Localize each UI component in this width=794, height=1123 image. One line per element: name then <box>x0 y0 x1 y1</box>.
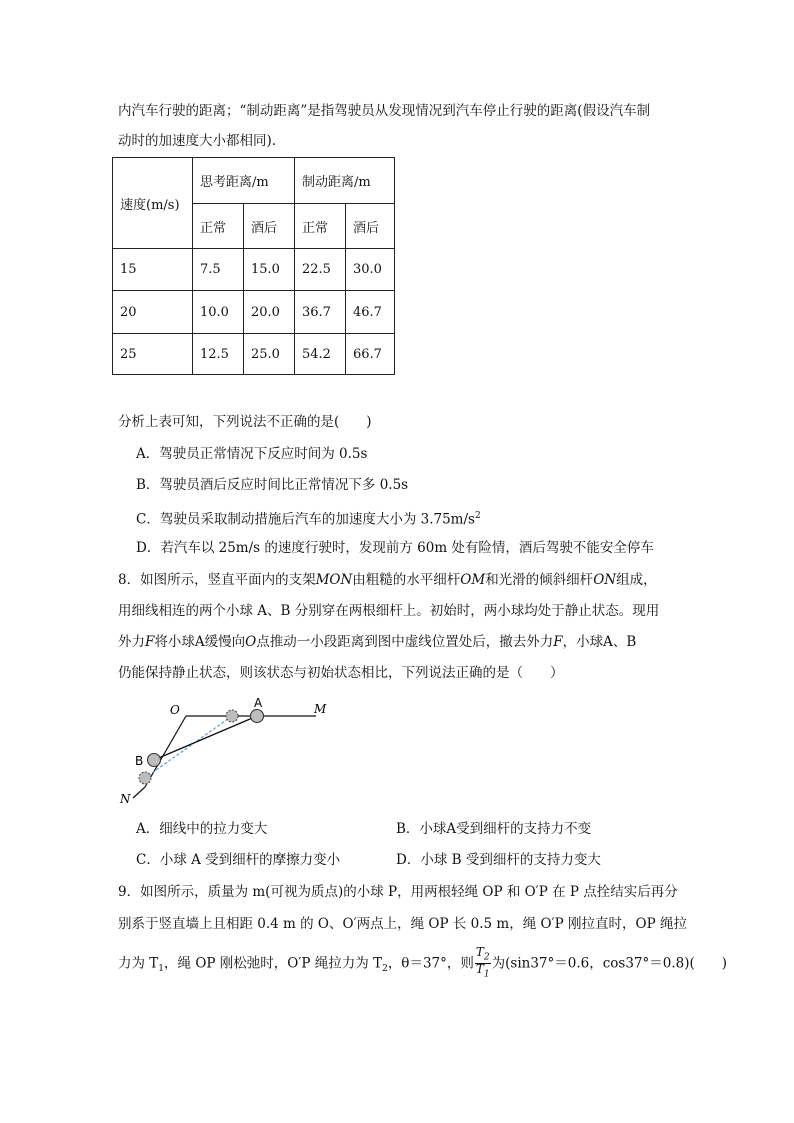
cell-brake-drunk: 46.7 <box>346 291 395 334</box>
q9-text: 为(sin37°＝0.6，cos37°＝0.8)( ) <box>491 955 728 972</box>
speed-header: 速度(m/s) <box>113 158 193 249</box>
sub-header-normal: 正常 <box>193 204 244 249</box>
ball-b-dashed <box>139 772 151 784</box>
label-m: M <box>314 702 327 716</box>
string-dashed <box>145 716 232 778</box>
q8-text: 点推动一小段距离到图中虚线位置处后，撤去外力 <box>256 634 554 650</box>
frac-den-sub: 1 <box>483 969 490 980</box>
q7-option-c <box>136 506 481 530</box>
label-b: B <box>135 754 144 768</box>
cell-think-normal: 10.0 <box>193 291 244 334</box>
q9-text: ，绳 OP 刚松弛时，O′P 绳拉力为 T <box>164 955 383 972</box>
q8-text: 由粗糙的水平细杆 <box>352 572 461 588</box>
q8-option-d: D．小球 B 受到细杆的支持力变大 <box>396 852 601 868</box>
q8-text: 和光滑的倾斜细杆 <box>485 572 594 588</box>
q8-option-c: C．小球 A 受到细杆的摩擦力变小 <box>136 852 341 868</box>
q8-line-3 <box>118 632 636 652</box>
q8-symbol-om: OM <box>460 572 486 588</box>
q8-text: 组成， <box>616 572 657 588</box>
rod-on-lower <box>133 787 145 798</box>
q9-sub: 1 <box>158 964 165 975</box>
q7-option-c-text: C．驾驶员采取制动措施后汽车的加速度大小为 3.75m/s <box>136 511 475 528</box>
cell-think-normal: 12.5 <box>193 334 244 375</box>
table-row <box>113 291 395 334</box>
q8-symbol-f: F <box>145 634 155 650</box>
q7-option-b: B．驾驶员酒后反应时间比正常情况下多 0.5s <box>136 477 409 493</box>
q9-fraction <box>475 947 491 981</box>
table-row <box>113 334 395 375</box>
q7-option-a: A．驾驶员正常情况下反应时间为 0.5s <box>136 446 368 462</box>
string-solid <box>154 716 257 760</box>
q7-option-d: D．若汽车以 25m/s 的速度行驶时，发现前方 60m 处有险情，酒后驾驶不能安全停车 <box>136 540 654 556</box>
ball-b <box>148 754 161 767</box>
q8-symbol-mon: MON <box>315 572 353 588</box>
q8-symbol-on: ON <box>593 572 617 588</box>
q8-text: 将小球A缓慢向 <box>154 634 246 650</box>
cell-speed: 15 <box>113 249 193 291</box>
q9-sub: 2 <box>382 964 388 975</box>
q8-symbol-o: O <box>245 634 257 650</box>
think-header: 思考距离/m <box>193 158 295 204</box>
q8-line-1 <box>118 570 657 590</box>
label-a: A <box>254 696 263 710</box>
q9-line-3 <box>118 947 727 982</box>
q8-text: 外力 <box>118 634 145 650</box>
q7-option-c-sup: 2 <box>474 511 481 521</box>
cell-think-normal: 7.5 <box>193 249 244 291</box>
frac-num-sub: 2 <box>483 952 490 963</box>
sub-header-drunk: 酒后 <box>244 204 295 249</box>
q8-option-a: A．细线中的拉力变大 <box>136 821 268 837</box>
frac-den: T <box>475 962 484 977</box>
ball-a-dashed <box>226 710 238 722</box>
distance-table <box>112 157 395 375</box>
label-n: N <box>120 792 131 806</box>
cell-think-drunk: 20.0 <box>244 291 295 334</box>
q7-stem: 分析上表可知，下列说法不正确的是( ) <box>118 414 372 430</box>
q9-text: 力为 T <box>118 955 159 972</box>
q8-line-2: 用细线相连的两个小球 A、B 分别穿在两根细杆上。初始时，两小球均处于静止状态。现用 <box>118 603 660 619</box>
q9-text: ，θ＝37°，则 <box>387 955 474 972</box>
cell-brake-normal: 54.2 <box>295 334 346 375</box>
q8-text: 8．如图所示，竖直平面内的支架 <box>118 572 316 588</box>
intro-line-1: 内汽车行驶的距离；“制动距离”是指驾驶员从发现情况到汽车停止行驶的距离(假设汽车制 <box>118 103 651 119</box>
sub-header-normal: 正常 <box>295 204 346 249</box>
q8-figure <box>112 692 342 810</box>
q8-symbol-f: F <box>553 634 563 650</box>
table-row <box>113 249 395 291</box>
cell-think-drunk: 25.0 <box>244 334 295 375</box>
cell-speed: 20 <box>113 291 193 334</box>
cell-brake-normal: 22.5 <box>295 249 346 291</box>
cell-brake-drunk: 30.0 <box>346 249 395 291</box>
q8-option-b: B．小球A受到细杆的支持力不变 <box>396 821 592 837</box>
q9-line-2: 别系于竖直墙上且相距 0.4 m 的 O、O′两点上，绳 OP 长 0.5 m，绳 O′P 刚拉直时，OP 绳拉 <box>118 916 687 932</box>
label-o: O <box>170 703 180 717</box>
cell-speed: 25 <box>113 334 193 375</box>
intro-line-2: 动时的加速度大小都相同). <box>118 133 277 149</box>
brake-header: 制动距离/m <box>295 158 395 204</box>
q8-line-4: 仍能保持静止状态，则该状态与初始状态相比，下列说法正确的是（ ） <box>118 665 564 681</box>
ball-a <box>251 710 264 723</box>
cell-brake-normal: 36.7 <box>295 291 346 334</box>
cell-brake-drunk: 66.7 <box>346 334 395 375</box>
q9-line-1: 9．如图所示，质量为 m(可视为质点)的小球 P，用两根轻绳 OP 和 O′P 在 P 点拴结实后再分 <box>118 884 678 900</box>
sub-header-drunk: 酒后 <box>346 204 395 249</box>
cell-think-drunk: 15.0 <box>244 249 295 291</box>
q8-text: ，小球A、B <box>562 634 637 650</box>
frac-num: T <box>475 945 484 959</box>
